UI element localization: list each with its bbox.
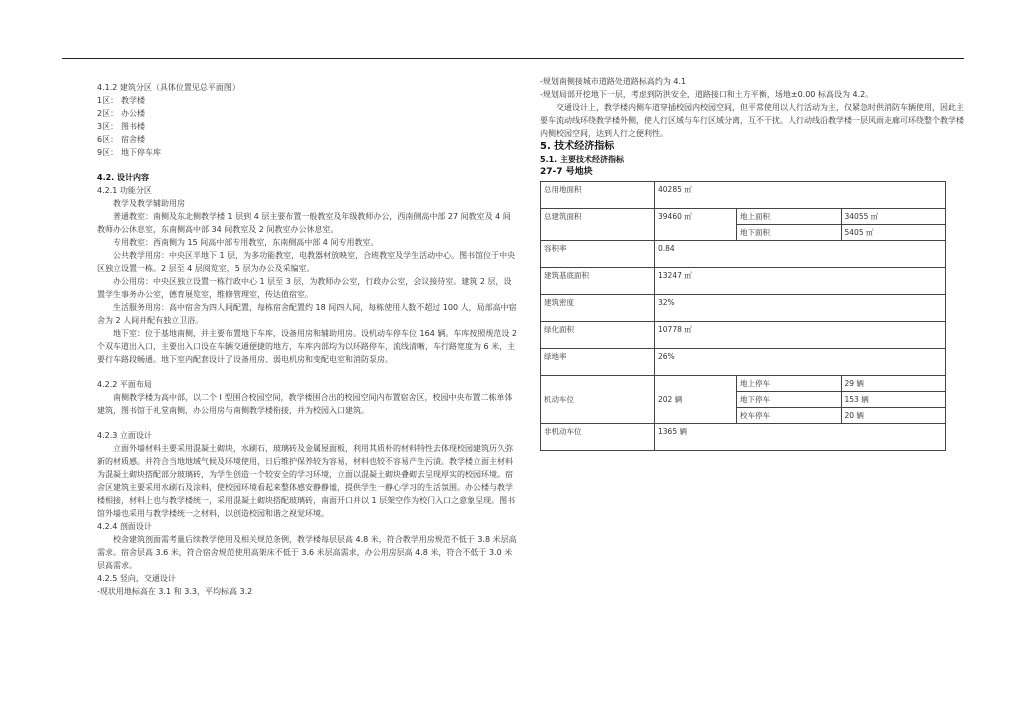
s51-heading: 5.1. 主要技术经济指标 [540, 155, 624, 164]
underground-paragraph: 地下室：位于基地南侧，并主要布置地下车库，设备用房和辅助用房。设机动车停车位 164 辆。车库按照规范设 2 个双车道出入口，主要出入口设在车辆交通便捷的地方，车库内部均为以环路停车，流线清晰，车行路宽度为 6 米，主要行车路段畅通。地下室内配套设计了设备用房、弱电机房和变配电室和消防泵房。 [97, 329, 517, 364]
zone-item: 1区： 教学楼 [97, 96, 145, 105]
public-teaching-paragraph: 公共教学用房：中央区半地下 1 层，为多功能教室，电教器材放映室，合班教室及学生活动中心。图书馆位于中央区独立设置一栋。2 层至 4 层阅览室，5 层为办公及采编室。 [97, 251, 516, 273]
zone-item: 2区： 办公楼 [97, 109, 145, 118]
site-area-value: 40285 ㎡ [655, 182, 946, 209]
general-classroom-paragraph: 普通教室：南侧及东北侧教学楼 1 层到 4 层主要布置一般教室及年级教师办公，西南侧高中部 27 间教室及 4 间教师办公休息室，东南侧高中部 34 间教室及 2 间教室办公休息室。 [97, 212, 511, 234]
ground-parking-value: 29 辆 [841, 376, 946, 392]
traffic-paragraph: 交通设计上，教学楼内侧车道穿插校园内校园空间，但平常使用以人行活动为主，仅紧急时供消防车辆使用，因此主要车流动线环绕教学楼外侧，使人行区域与车行区域分离，互不干扰。人行动线沿教学楼一层风雨走廊可环绕整个教学楼内侧校园空间，达到人行之便利性。 [540, 103, 964, 138]
site-area-label: 总用地面积 [541, 182, 655, 209]
vertical-paragraph: -现状用地标高在 3.1 和 3.3，平均标高 3.2 [97, 587, 253, 596]
table-row [541, 349, 946, 376]
far-value: 0.84 [655, 241, 946, 268]
s42-heading: 4.2. 设计内容 [97, 173, 149, 182]
underground-parking-value: 153 辆 [841, 392, 946, 408]
nonmotor-parking-value: 1365 辆 [655, 424, 946, 451]
s422-heading: 4.2.2 平面布局 [97, 380, 152, 389]
table-row [541, 295, 946, 322]
table-row [541, 182, 946, 209]
header-rule [62, 58, 964, 59]
green-area-label: 绿化面积 [541, 322, 655, 349]
s421-heading: 4.2.1 功能分区 [97, 186, 152, 195]
underground-parking-label: 地下停车 [737, 392, 842, 408]
green-rate-value: 26% [655, 349, 946, 376]
table-row [541, 268, 946, 295]
layout-paragraph: 南侧教学楼为高中部，以二个 I 型围合校园空间，教学楼围合出的校园空间内布置宿舍区，校园中央布置二栋单体建筑，图书馆于礼堂南侧，办公用房与南侧教学楼衔接，并为校园入口建筑。 [97, 393, 513, 415]
s424-heading: 4.2.4 剖面设计 [97, 522, 152, 531]
s5-heading: 5. 技术经济指标 [540, 141, 615, 152]
motor-parking-value: 202 辆 [655, 376, 737, 424]
office-paragraph: 办公用房：中央区独立设置一栋行政中心 1 层至 3 层，为教师办公室，行政办公室，会议接待室。建筑 2 层，设置学生事务办公室，德育展览室，维修管理室，传达值宿室。 [97, 277, 512, 299]
gfa-value: 39460 ㎡ [655, 209, 737, 241]
excavation-line: -规划局部开挖地下一层，考虑到防洪安全，道路接口和土方平衡，场地±0.00 标高设为 4.2。 [540, 90, 874, 99]
footprint-value: 13247 ㎡ [655, 268, 946, 295]
s412-title: 4.1.2 建筑分区（具体位置见总平面图） [97, 83, 240, 92]
ground-parking-label: 地上停车 [737, 376, 842, 392]
table-row [541, 424, 946, 451]
density-label: 建筑密度 [541, 295, 655, 322]
green-area-value: 10778 ㎡ [655, 322, 946, 349]
indicator-table [540, 181, 946, 451]
block-title: 27-7 号地块 [540, 167, 593, 177]
below-ground-value: 5405 ㎡ [841, 225, 946, 241]
below-ground-label: 地下面积 [737, 225, 842, 241]
motor-parking-label: 机动车位 [541, 376, 655, 424]
table-row [541, 209, 946, 225]
bus-parking-label: 校车停车 [737, 408, 842, 424]
table-row [541, 241, 946, 268]
teaching-subheading: 教学及教学辅助用房 [113, 199, 185, 208]
green-rate-label: 绿地率 [541, 349, 655, 376]
far-label: 容积率 [541, 241, 655, 268]
zone-item: 6区： 宿舍楼 [97, 135, 145, 144]
road-level-line: -规划南侧接城市道路处道路标高约为 4.1 [540, 77, 687, 86]
s423-heading: 4.2.3 立面设计 [97, 431, 152, 440]
s425-heading: 4.2.5 竖向，交通设计 [97, 574, 176, 583]
table-row [541, 376, 946, 392]
living-paragraph: 生活服务用房：高中宿舍为四人间配置，每栋宿舍配置约 18 间四人间，每栋使用人数不超过 100 人，局部高中宿舍为 2 人间并配有独立卫浴。 [97, 303, 517, 325]
table-row [541, 322, 946, 349]
nonmotor-parking-label: 非机动车位 [541, 424, 655, 451]
left-column [97, 81, 517, 598]
footprint-label: 建筑基底面积 [541, 268, 655, 295]
special-classroom-paragraph: 专用教室：西南侧为 15 间高中部专用教室，东南侧高中部 4 间专用教室。 [113, 238, 379, 247]
bus-parking-value: 20 辆 [841, 408, 946, 424]
gfa-label: 总建筑面积 [541, 209, 655, 241]
zone-item: 3区： 图书楼 [97, 122, 145, 131]
facade-paragraph: 立面外墙材料主要采用混凝土砌块，水刷石，玻璃砖及金属屋面板，利用其质朴的材料特性去体现校园建筑历久弥新的材质感。并符合当地地域气候及环境使用，日后维护保养较为容易，材料也较不容易产生污渍。教学楼立面主材料为混凝土砌块搭配部分玻璃砖，为学生创造一个较安全的学习环境，立面以混凝土砌块叠砌去呈现厚实的校园环境。宿舍区建筑主要采用水刷石及涂料，使校园环境看起来整体感安静静谧，提供学生一静心学习的生活氛围。办公楼与教学楼相接，材料上也与教学楼统一，采用混凝土砌块搭配玻璃砖，南面开口并以 1 层架空作为校门入口之意象呈现。图书馆外墙也采用与教学楼统一之材料，以创造校园和谐之视觉环境。 [97, 444, 516, 518]
right-column [540, 75, 966, 451]
above-ground-value: 34055 ㎡ [841, 209, 946, 225]
density-value: 32% [655, 295, 946, 322]
section-paragraph: 校舍建筑剖面需考量后续教学使用及相关规范条例，教学楼每层层高 4.8 米，符合教学用房规范不低于 3.8 米层高需求。宿舍层高 3.6 米，符合宿舍规范使用高架床不低于 3.6 米层高需求，办公用房层高 4.8 米，符合不低于 3.0 米层高需求。 [97, 535, 517, 570]
above-ground-label: 地上面积 [737, 209, 842, 225]
zone-list [97, 94, 517, 159]
zone-item: 9区： 地下停车库 [97, 148, 161, 157]
